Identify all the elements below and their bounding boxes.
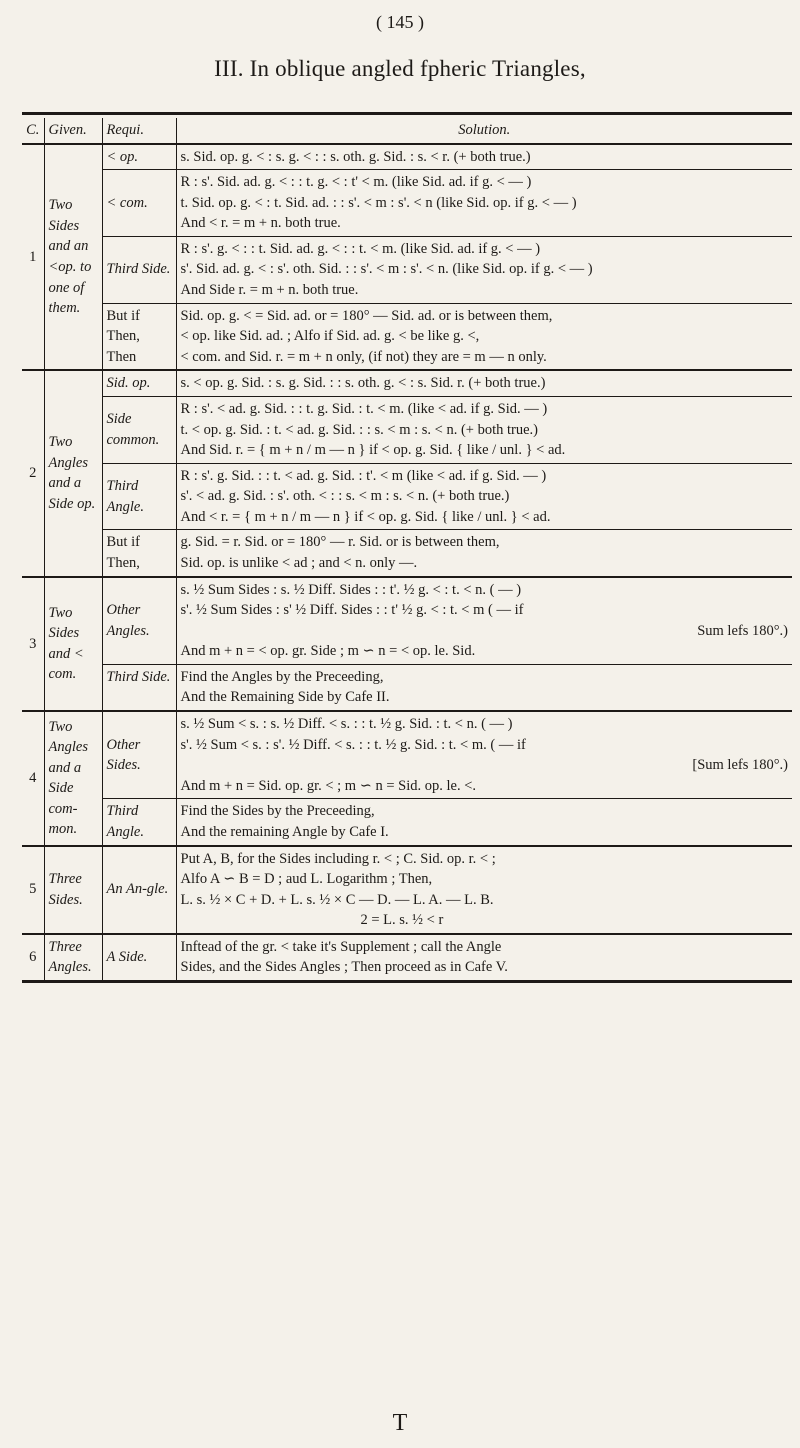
case-requi: A Side. bbox=[102, 934, 176, 982]
case-solution bbox=[176, 303, 792, 370]
solution-line: s. < op. g. Sid. : s. g. Sid. : : s. oth. g. < : s. Sid. r. (+ both true.) bbox=[180, 375, 546, 392]
solution-line: And the remaining Angle by Cafe I. bbox=[180, 823, 389, 840]
table-header-row bbox=[22, 118, 792, 144]
solution-line: Find the Sides by the Preceeding, bbox=[180, 803, 375, 820]
case-solution bbox=[176, 530, 792, 577]
solution-line: s'. < ad. g. Sid. : s'. oth. < : : s. < m : s. < n. (+ both true.) bbox=[180, 488, 510, 505]
case-number: 5 bbox=[22, 846, 44, 934]
case-row bbox=[22, 463, 792, 530]
case-given: Two Angles and a Side op. bbox=[44, 370, 102, 576]
case-solution bbox=[176, 370, 792, 396]
case-solution bbox=[176, 577, 792, 665]
case-solution bbox=[176, 170, 792, 237]
solution-line: s. ½ Sum Sides : s. ½ Diff. Sides : : t'. ½ g. < : t. < n. ( — ) bbox=[180, 581, 522, 598]
case-given: Three Sides. bbox=[44, 846, 102, 934]
solution-line: And m + n = Sid. op. gr. < ; m ∽ n = Sid. op. le. <. bbox=[180, 777, 477, 794]
case-row bbox=[22, 370, 792, 396]
solution-line: R : s'. g. Sid. : : t. < ad. g. Sid. : t'. < m (like < ad. if g. Sid. — ) bbox=[180, 467, 547, 484]
solution-line: And < r. = m + n. both true. bbox=[180, 215, 341, 232]
case-row bbox=[22, 846, 792, 934]
solution-line: And Side r. = m + n. both true. bbox=[180, 282, 359, 299]
solution-line: And Sid. r. = { m + n / m — n } if < op. g. Sid. { like / unl. } < ad. bbox=[180, 442, 566, 459]
solution-line: Sid. op. is unlike < ad ; and < n. only —. bbox=[180, 554, 418, 571]
solution-line: L. s. ½ × C + D. + L. s. ½ × C — D. — L. A. — L. B. bbox=[180, 891, 494, 908]
case-requi: Other Angles. bbox=[102, 577, 176, 665]
solution-line: s'. ½ Sum Sides : s' ½ Diff. Sides : : t' ½ g. < : t. < m ( — if bbox=[180, 602, 524, 619]
case-row bbox=[22, 170, 792, 237]
case-requi: But if Then, Then bbox=[102, 303, 176, 370]
case-solution bbox=[176, 144, 792, 170]
solution-line: Alfo A ∽ B = D ; aud L. Logarithm ; Then, bbox=[180, 871, 433, 888]
solution-line: Sides, and the Sides Angles ; Then proceed as in Cafe V. bbox=[180, 959, 508, 976]
solution-line: And < r. = { m + n / m — n } if < op. g. Sid. { like / unl. } < ad. bbox=[180, 508, 551, 525]
case-requi: Sid. op. bbox=[102, 370, 176, 396]
case-solution bbox=[176, 934, 792, 982]
solution-line: s'. Sid. ad. g. < : s'. oth. Sid. : : s'. < m : s'. < n. (like Sid. op. if g. < — ) bbox=[180, 261, 593, 278]
case-number: 6 bbox=[22, 934, 44, 982]
case-row bbox=[22, 799, 792, 846]
solution-line: < com. and Sid. r. = m + n only, (if not) they are = m — n only. bbox=[180, 348, 547, 365]
solution-line: t. Sid. op. g. < : t. Sid. ad. : : s'. < m : s'. < n (like Sid. op. if g. < — ) bbox=[180, 194, 577, 211]
case-solution bbox=[176, 799, 792, 846]
solution-line: [Sum lefs 180°.) bbox=[692, 757, 788, 774]
header-solution: Solution. bbox=[176, 118, 792, 144]
solution-line: R : s'. < ad. g. Sid. : : t. g. Sid. : t. < m. (like < ad. if g. Sid. — ) bbox=[180, 400, 548, 417]
case-requi: Third Angle. bbox=[102, 463, 176, 530]
formula-table bbox=[22, 118, 792, 983]
case-solution bbox=[176, 236, 792, 303]
header-given: Given. bbox=[44, 118, 102, 144]
case-row bbox=[22, 711, 792, 799]
case-requi: Other Sides. bbox=[102, 711, 176, 799]
top-rule bbox=[22, 112, 792, 115]
case-row bbox=[22, 303, 792, 370]
case-row bbox=[22, 664, 792, 711]
case-requi: Third Side. bbox=[102, 236, 176, 303]
case-number: 1 bbox=[22, 144, 44, 371]
solution-line: R : s'. Sid. ad. g. < : : t. g. < : t' < m. (like Sid. ad. if g. < — ) bbox=[180, 174, 532, 191]
header-case: C. bbox=[22, 118, 44, 144]
case-number: 3 bbox=[22, 577, 44, 711]
solution-line: And the Remaining Side by Cafe II. bbox=[180, 689, 390, 706]
case-requi: But if Then, bbox=[102, 530, 176, 577]
header-requi: Requi. bbox=[102, 118, 176, 144]
case-given: Two Sides and an <op. to one of them. bbox=[44, 144, 102, 371]
case-number: 4 bbox=[22, 711, 44, 845]
case-row bbox=[22, 236, 792, 303]
case-solution bbox=[176, 463, 792, 530]
case-requi: < com. bbox=[102, 170, 176, 237]
case-row bbox=[22, 934, 792, 982]
solution-line: Inftead of the gr. < take it's Supplement ; call the Angle bbox=[180, 938, 502, 955]
signature-mark: T bbox=[392, 1410, 408, 1436]
case-requi: Third Angle. bbox=[102, 799, 176, 846]
solution-line: R : s'. g. < : : t. Sid. ad. g. < : : t. < m. (like Sid. ad. if g. < — ) bbox=[180, 240, 541, 257]
case-given: Two Sides and < com. bbox=[44, 577, 102, 711]
case-row bbox=[22, 577, 792, 665]
solution-line: t. < op. g. Sid. : t. < ad. g. Sid. : : s. < m : s. < n. (+ both true.) bbox=[180, 421, 538, 438]
solution-line: g. Sid. = r. Sid. or = 180° — r. Sid. or is between them, bbox=[180, 534, 500, 551]
solution-line: Sid. op. g. < = Sid. ad. or = 180° — Sid. ad. or is between them, bbox=[180, 307, 553, 324]
case-row bbox=[22, 396, 792, 463]
case-row bbox=[22, 144, 792, 170]
solution-line: s. Sid. op. g. < : s. g. < : : s. oth. g. Sid. : s. < r. (+ both true.) bbox=[180, 148, 531, 165]
case-solution bbox=[176, 711, 792, 799]
case-given: Two Angles and a Side com-mon. bbox=[44, 711, 102, 845]
case-solution bbox=[176, 664, 792, 711]
solution-line: Sum lefs 180°.) bbox=[697, 622, 788, 639]
case-solution bbox=[176, 846, 792, 934]
solution-line: Find the Angles by the Preceeding, bbox=[180, 668, 384, 685]
page-number: ( 145 ) bbox=[376, 12, 424, 32]
case-requi: An An-gle. bbox=[102, 846, 176, 934]
case-number: 2 bbox=[22, 370, 44, 576]
page-heading: III. In oblique angled fpheric Triangles, bbox=[214, 56, 586, 81]
solution-line: And m + n = < op. gr. Side ; m ∽ n = < op. le. Sid. bbox=[180, 643, 476, 660]
case-solution bbox=[176, 396, 792, 463]
case-requi: < op. bbox=[102, 144, 176, 170]
solution-line: 2 = L. s. ½ < r bbox=[360, 912, 444, 929]
solution-line: s. ½ Sum < s. : s. ½ Diff. < s. : : t. ½ g. Sid. : t. < n. ( — ) bbox=[180, 716, 513, 733]
case-row bbox=[22, 530, 792, 577]
case-requi: Side common. bbox=[102, 396, 176, 463]
case-given: Three Angles. bbox=[44, 934, 102, 982]
solution-line: Put A, B, for the Sides including r. < ; C. Sid. op. r. < ; bbox=[180, 850, 496, 867]
case-requi: Third Side. bbox=[102, 664, 176, 711]
solution-line: s'. ½ Sum < s. : s'. ½ Diff. < s. : : t. ½ g. Sid. : t. < m. ( — if bbox=[180, 736, 526, 753]
solution-line: < op. like Sid. ad. ; Alfo if Sid. ad. g. < be like g. <, bbox=[180, 328, 480, 345]
